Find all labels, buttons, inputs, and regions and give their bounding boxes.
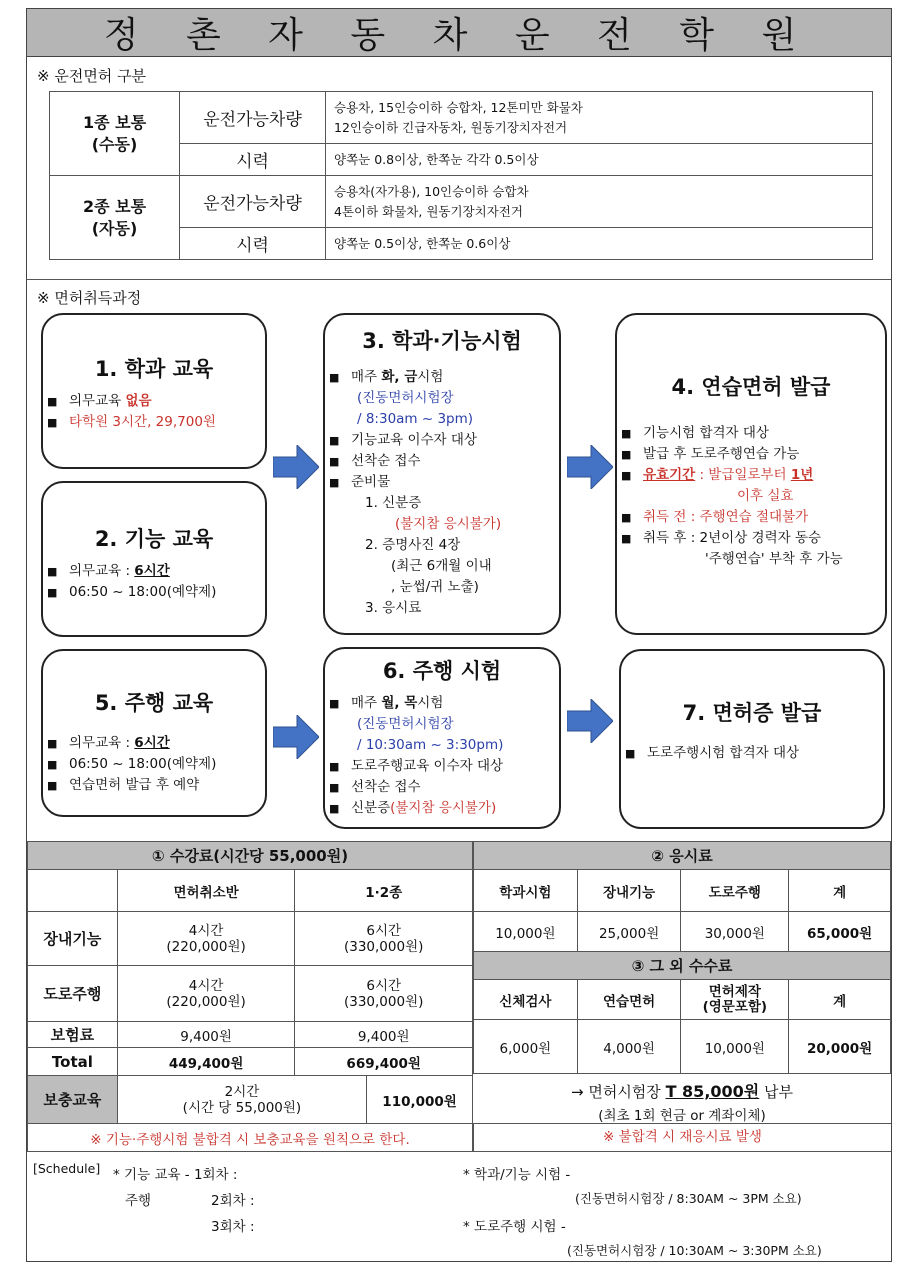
item-highlight: 6시간 [134,735,170,751]
list-item: ■ 타학원 3시간, 29,700원 [47,414,216,430]
arrow-right-icon [273,715,319,759]
arrow-right-icon [567,445,613,489]
list-item: ■ 06:50 ~ 18:00(예약제) [47,584,217,600]
step-3-title: 3. 학과·기능시험 [362,329,522,353]
price: (220,000원) [166,993,246,1010]
grade-2-type: (자동) [91,218,138,238]
tuition-table [27,841,473,1076]
list-item: ■ 매주 화, 금시험 [329,369,444,385]
row-label: 보험료 [28,1022,118,1048]
fee-cell: 10,000원 [681,1020,789,1074]
payment-amount: T 85,000원 [665,1082,760,1101]
list-item: 1. 신분증 [365,495,422,511]
list-item: ■ 기능교육 이수자 대상 [329,432,477,448]
fee-cell: 30,000원 [681,912,789,952]
schedule-tag: [Schedule] [33,1161,101,1176]
list-item: (불지참 응시불가) [395,516,502,532]
hours: 2시간 [224,1083,260,1100]
item-text: 선착순 접수 [351,779,421,795]
document-page [26,8,892,1262]
list-item: / 8:30am ~ 3pm) [357,411,474,427]
list-item: ■ 발급 후 도로주행연습 가능 [621,446,800,462]
list-item: 2. 증명사진 4장 [365,537,461,553]
col-header: 계 [789,870,891,912]
hours: 6시간 [366,922,402,939]
hours: 4시간 [188,922,224,939]
schedule-line: 주행 [125,1193,152,1209]
item-text: 선착순 접수 [351,453,421,469]
arrow-right-icon [273,445,319,489]
fee-cell [295,966,473,1022]
col-header: 계 [789,980,891,1020]
vehicles-desc [326,176,873,228]
total-cell: 669,400원 [295,1048,473,1076]
list-item: ■ 도로주행시험 합격자 대상 [625,745,800,761]
step-2-list [43,561,265,603]
item-text: 매주 [351,695,382,711]
grade-2-cell [50,176,180,260]
supp-price: 110,000원 [367,1076,473,1124]
list-item: ■ 매주 월, 목시험 [329,695,444,711]
schedule-line: * 기능 교육 - 1회차 : [113,1167,238,1183]
list-item: 3. 응시료 [365,600,422,616]
license-types-table [49,91,873,260]
item-text: 기능시험 합격자 대상 [643,425,769,441]
price: (220,000원) [166,938,246,955]
step-1-list [43,391,265,433]
list-item: ■ 신분증(불지참 응시불가) [329,800,497,816]
step-4-title: 4. 연습면허 발급 [671,375,831,399]
header-line: 면허제작 [708,983,761,1000]
supplementary-table [27,1075,473,1152]
payment-note: (최초 1회 현금 or 계좌이체) [598,1108,766,1124]
section-license-types-label: ※ 운전면허 구분 [37,67,147,85]
vehicles-desc [326,92,873,144]
step-1-card [41,313,267,469]
list-item: ■ 의무교육 없음 [47,393,152,409]
col-header-cancel: 면허취소반 [117,870,295,912]
step-4-card [615,313,887,635]
total-cell: 65,000원 [789,912,891,952]
step-4-list [617,423,885,570]
item-highlight: 월, 목 [381,695,418,711]
rate: (시간 당 55,000원) [182,1099,302,1116]
vehicles-line: 승용차, 15인승이하 승합차, 12톤미만 화물차 [334,99,583,115]
step-5-card [41,649,267,817]
tuition-header: ① 수강료(시간당 55,000원) [28,842,473,870]
step-6-card [323,647,561,829]
hours: 6시간 [366,977,402,994]
item-text: 취득 후 : 2년이상 경력자 동승 [643,530,822,546]
fail-note: ※ 불합격 시 재응시료 발생 [473,1123,891,1151]
step-5-title: 5. 주행 교육 [94,691,214,715]
item-text: 타학원 3시간, 29,700원 [69,414,216,430]
item-text: 도로주행시험 합격자 대상 [647,745,800,761]
list-item: (진동면허시험장 [357,390,454,406]
step-7-list [621,743,883,764]
item-text: 취득 전 : 주행연습 절대불가 [643,509,809,525]
payment-text: 납부 [759,1083,793,1101]
page-title: 정 촌 자 동 차 운 전 학 원 [27,9,891,57]
step-6-list [325,693,559,819]
item-text: 06:50 ~ 18:00(예약제) [69,584,217,600]
col-header: 연습면허 [577,980,681,1020]
vehicles-label: 운전가능차량 [180,92,326,144]
step-6-title: 6. 주행 시험 [382,659,502,683]
step-7-card [619,649,885,829]
list-item: 이후 실효 [737,488,794,504]
step-7-title: 7. 면허증 발급 [682,701,822,725]
item-text: 준비물 [351,474,391,490]
vision-desc: 양쪽눈 0.8이상, 한쪽눈 각각 0.5이상 [326,144,873,176]
list-item: ■ 연습면허 발급 후 예약 [47,777,200,793]
item-text: 기능교육 이수자 대상 [351,432,477,448]
empty-cell [28,870,118,912]
list-item: '주행연습' 부착 후 가능 [705,551,843,567]
item-text: 의무교육 : [69,563,135,579]
vision-label: 시력 [180,144,326,176]
hours: 4시간 [188,977,224,994]
vehicles-label: 운전가능차량 [180,176,326,228]
row-label: Total [28,1048,118,1076]
total-cell: 449,400원 [117,1048,295,1076]
list-item: ■ 기능시험 합격자 대상 [621,425,769,441]
list-item: / 10:30am ~ 3:30pm) [357,737,504,753]
other-fee-header: ③ 그 외 수수료 [474,952,891,980]
item-text: : 발급일로부터 [695,467,791,483]
supp-note: ※ 기능·주행시험 불합격 시 보충교육을 원칙으로 한다. [28,1124,473,1152]
payment-info [473,1075,891,1123]
exam-fee-header: ② 응시료 [474,842,891,870]
price: (330,000원) [343,938,424,955]
row-label: 도로주행 [28,966,118,1022]
step-1-title: 1. 학과 교육 [94,357,214,381]
list-item: ■ 선착순 접수 [329,453,421,469]
grade-1-cell [50,92,180,176]
list-item: ■ 도로주행교육 이수자 대상 [329,758,504,774]
item-text: 신분증 [351,800,391,816]
list-item: , 눈썹/귀 노출) [391,579,479,595]
grade-2-name: 2종 보통 [82,196,147,216]
list-item: (진동면허시험장 [357,716,454,732]
item-text: 연습면허 발급 후 예약 [69,777,200,793]
fee-cell: 25,000원 [577,912,681,952]
item-highlight: 유효기간 [643,467,696,483]
col-header [681,980,789,1020]
item-text: 의무교육 [69,393,126,409]
list-item: ■ 06:50 ~ 18:00(예약제) [47,756,217,772]
exam-fee-table [473,841,891,1074]
divider [27,279,891,280]
step-3-list [325,367,559,619]
fee-cell: 9,400원 [295,1022,473,1048]
grade-1-name: 1종 보통 [82,112,147,132]
item-highlight: 화, 금 [381,369,418,385]
header-line: (영문포함) [702,998,768,1015]
vision-desc: 양쪽눈 0.5이상, 한쪽눈 0.6이상 [326,228,873,260]
supp-hours [117,1076,366,1124]
grade-1-type: (수동) [91,134,138,154]
step-2-card [41,481,267,637]
col-header: 학과시험 [474,870,578,912]
vehicles-line: 4톤이하 화물차, 원동기장치자전거 [334,203,523,219]
schedule-line: (진동면허시험장 / 10:30AM ~ 3:30PM 소요) [567,1243,822,1258]
fee-cell [295,912,473,966]
step-2-title: 2. 기능 교육 [94,527,214,551]
schedule-line: 3회차 : [211,1219,255,1235]
list-item: (최근 6개월 이내 [391,558,492,574]
fee-cell: 9,400원 [117,1022,295,1048]
step-5-list [43,733,265,796]
list-item: ■ 의무교육 : 6시간 [47,735,170,751]
item-text: 의무교육 : [69,735,135,751]
price: (330,000원) [343,993,424,1010]
vision-label: 시력 [180,228,326,260]
item-text: 매주 [351,369,382,385]
col-header-12: 1·2종 [295,870,473,912]
fee-cell: 6,000원 [474,1020,578,1074]
item-highlight: 6시간 [134,563,170,579]
schedule-line: * 도로주행 시험 - [463,1219,566,1235]
item-text: 도로주행교육 이수자 대상 [351,758,504,774]
payment-text: → 면허시험장 [571,1083,666,1101]
schedule-line: (진동면허시험장 / 8:30AM ~ 3PM 소요) [575,1191,802,1206]
vehicles-line: 12인승이하 긴급자동차, 원동기장치자전거 [334,119,568,135]
list-item: ■ 선착순 접수 [329,779,421,795]
item-text: 시험 [417,695,444,711]
item-highlight: 없음 [125,393,152,409]
total-cell: 20,000원 [789,1020,891,1074]
arrow-right-icon [567,699,613,743]
fee-cell [117,912,295,966]
list-item: ■ 의무교육 : 6시간 [47,563,170,579]
vehicles-line: 승용차(자가용), 10인승이하 승합차 [334,183,529,199]
supp-label: 보충교육 [28,1076,118,1124]
item-highlight: 1년 [790,467,814,483]
item-text: 발급 후 도로주행연습 가능 [643,446,800,462]
schedule-line: 2회차 : [211,1193,255,1209]
list-item: ■ 준비물 [329,474,391,490]
step-3-card [323,313,561,635]
col-header: 도로주행 [681,870,789,912]
col-header: 신체검사 [474,980,578,1020]
list-item: ■ 취득 후 : 2년이상 경력자 동승 [621,530,822,546]
fee-cell: 10,000원 [474,912,578,952]
divider [27,1151,891,1152]
payment-line [473,1079,891,1102]
fee-cell: 4,000원 [577,1020,681,1074]
section-process-label: ※ 면허취득과정 [37,289,142,307]
col-header: 장내기능 [577,870,681,912]
list-item: ■ 유효기간 : 발급일로부터 1년 [621,467,814,483]
schedule-line: * 학과/기능 시험 - [463,1167,571,1183]
list-item: ■ 취득 전 : 주행연습 절대불가 [621,509,809,525]
fee-cell [117,966,295,1022]
item-text: 시험 [417,369,444,385]
item-text: 06:50 ~ 18:00(예약제) [69,756,217,772]
row-label: 장내기능 [28,912,118,966]
item-highlight: (불지참 응시불가) [390,800,497,816]
